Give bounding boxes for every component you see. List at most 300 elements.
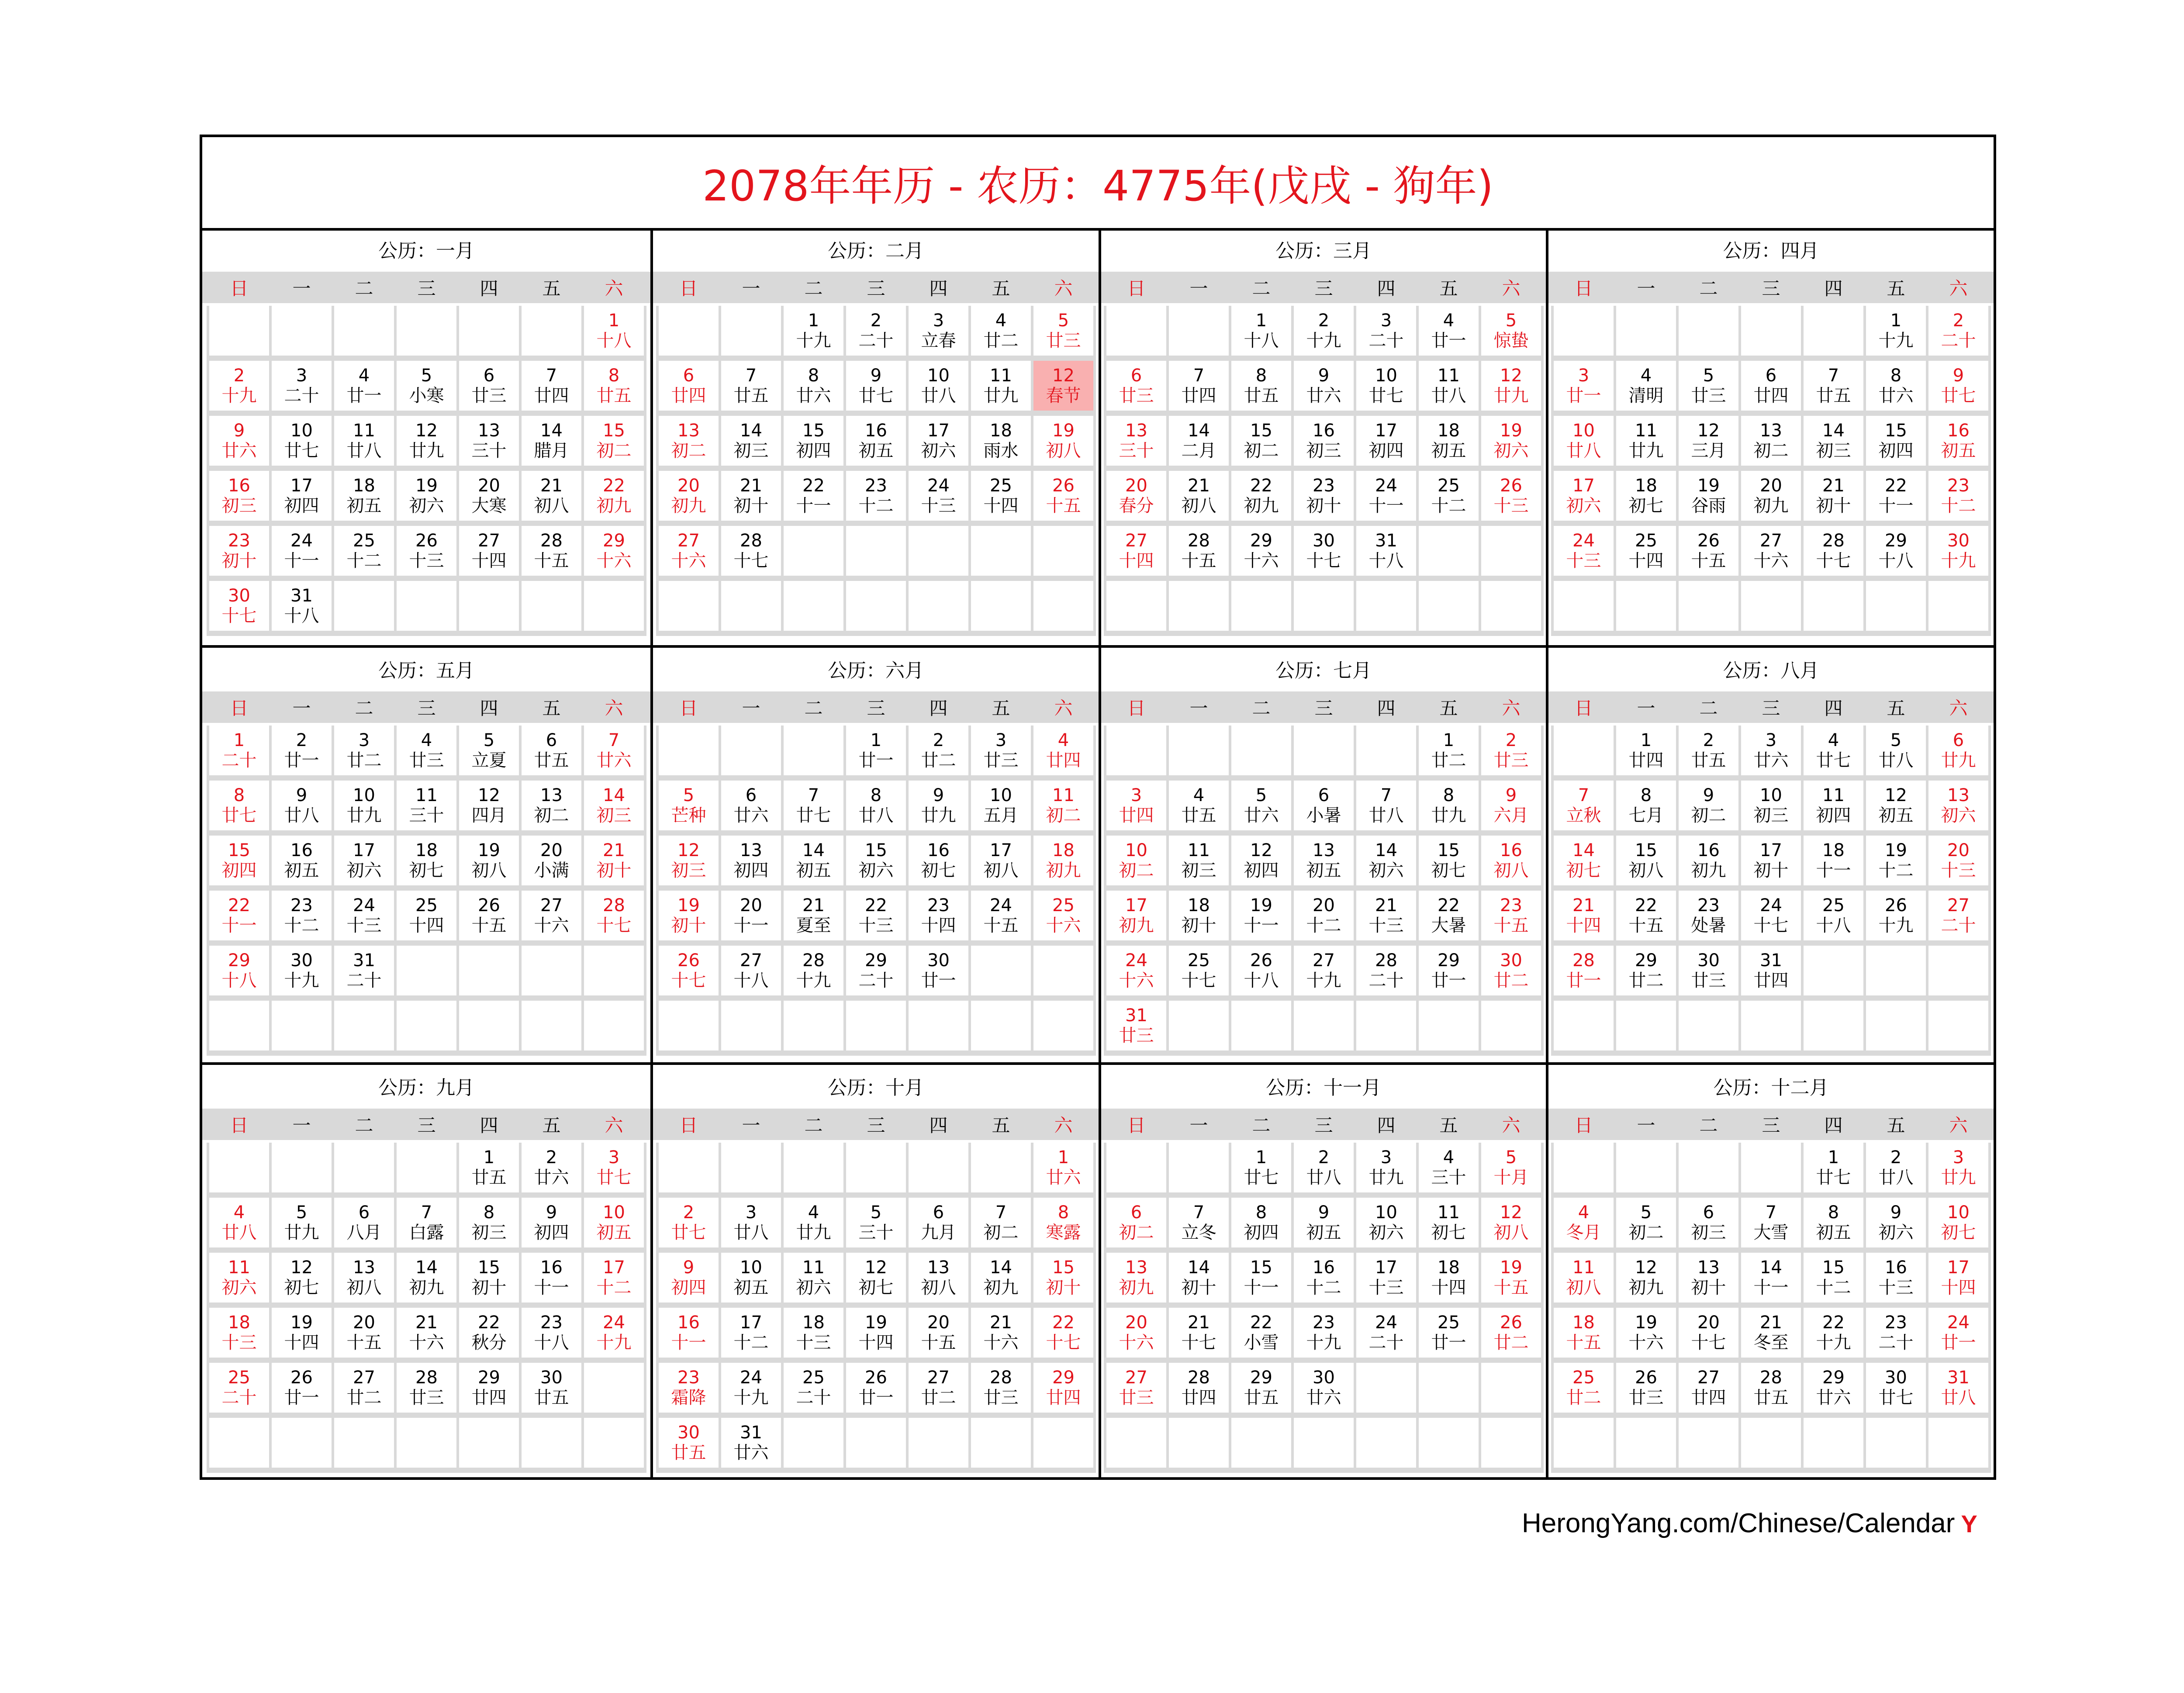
- day-cell: [272, 836, 332, 885]
- day-cell: [1231, 1253, 1291, 1303]
- lunar-day-label: 十二: [284, 916, 319, 936]
- day-cell: [1033, 1143, 1093, 1192]
- lunar-day-label: 十二: [1941, 496, 1976, 516]
- solar-day-number: 31: [1760, 950, 1782, 971]
- day-cell: [909, 361, 968, 411]
- solar-day-number: 6: [1952, 730, 1964, 750]
- lunar-day-label: 初五: [1941, 441, 1976, 461]
- lunar-day-label: 初十: [221, 551, 257, 571]
- lunar-day-label: 初九: [983, 1278, 1019, 1298]
- solar-day-number: 16: [865, 421, 887, 441]
- lunar-day-label: 二十: [858, 331, 894, 351]
- lunar-day-label: 廿二: [983, 331, 1019, 351]
- empty-cell: [1679, 1143, 1738, 1192]
- day-cell: [272, 1308, 332, 1358]
- lunar-day-label: 大雪: [1753, 1223, 1789, 1243]
- lunar-day-label: 初四: [1244, 1223, 1279, 1243]
- empty-cell: [1804, 1418, 1863, 1468]
- solar-day-number: 13: [1125, 1258, 1147, 1278]
- solar-day-number: 11: [1572, 1258, 1595, 1278]
- lunar-day-label: 十六: [1119, 971, 1154, 991]
- solar-day-number: 24: [740, 1368, 762, 1388]
- lunar-day-label: 廿三: [983, 1388, 1019, 1408]
- empty-cell: [1231, 1001, 1291, 1050]
- day-cell: [971, 471, 1031, 521]
- lunar-day-label: 廿三: [1628, 1388, 1664, 1408]
- day-cell: [784, 306, 843, 356]
- weekday-header: [653, 691, 1099, 723]
- lunar-day-label: 十八: [596, 331, 632, 351]
- lunar-day-label: 初十: [1181, 916, 1216, 936]
- day-cell: [1294, 781, 1354, 830]
- solar-day-number: 11: [802, 1258, 825, 1278]
- empty-cell: [1804, 581, 1863, 631]
- day-cell: [1554, 1308, 1614, 1358]
- day-cell: [721, 416, 781, 466]
- day-cell: [1169, 471, 1229, 521]
- day-cell: [1741, 471, 1801, 521]
- day-cell: [1481, 416, 1541, 466]
- lunar-day-label: 初四: [284, 496, 319, 516]
- day-cell: [459, 1143, 519, 1192]
- empty-cell: [721, 306, 781, 356]
- day-cell: [272, 781, 332, 830]
- empty-cell: [909, 581, 968, 631]
- lunar-day-label: 惊蛰: [1493, 331, 1529, 351]
- solar-day-number: 2: [1505, 730, 1517, 750]
- day-cell: [659, 1253, 719, 1303]
- day-cell: [1419, 1143, 1479, 1192]
- day-cell: [1033, 416, 1093, 466]
- lunar-day-label: 廿九: [284, 1223, 319, 1243]
- weekday-label: 三: [867, 1115, 885, 1136]
- lunar-day-label: 十九: [1306, 331, 1341, 351]
- solar-day-number: 3: [608, 1147, 620, 1168]
- lunar-day-label: 初五: [1306, 1223, 1341, 1243]
- day-cell: [272, 946, 332, 995]
- day-cell: [909, 471, 968, 521]
- empty-cell: [397, 1001, 456, 1050]
- weekday-label: 四: [480, 278, 498, 299]
- month-block: [202, 645, 650, 1062]
- day-cell: [1106, 1363, 1166, 1413]
- day-cell: [1741, 781, 1801, 830]
- day-cell: [1554, 471, 1614, 521]
- lunar-day-label: 十五: [346, 1333, 382, 1353]
- empty-cell: [909, 1001, 968, 1050]
- empty-cell: [784, 1001, 843, 1050]
- solar-day-number: 11: [990, 366, 1012, 386]
- lunar-day-label: 初二: [596, 441, 632, 461]
- weekday-label: 四: [1377, 1115, 1396, 1136]
- solar-day-number: 24: [1947, 1313, 1970, 1333]
- lunar-day-label: 初八: [1181, 496, 1216, 516]
- month-block: [1546, 1062, 1994, 1479]
- day-cell: [334, 836, 394, 885]
- solar-day-number: 15: [603, 421, 625, 441]
- solar-day-number: 14: [1375, 840, 1397, 860]
- day-cell: [1356, 1253, 1416, 1303]
- solar-day-number: 4: [1578, 1202, 1590, 1223]
- solar-day-number: 11: [228, 1258, 250, 1278]
- lunar-day-label: 二月: [1181, 441, 1216, 461]
- day-cell: [909, 781, 968, 830]
- lunar-day-label: 十七: [1691, 1333, 1726, 1353]
- solar-day-number: 29: [865, 950, 887, 971]
- day-cell: [1804, 781, 1863, 830]
- solar-day-number: 12: [1500, 366, 1522, 386]
- solar-day-number: 22: [603, 476, 625, 496]
- empty-cell: [1419, 1001, 1479, 1050]
- weekday-label: 二: [1699, 1115, 1718, 1136]
- day-cell: [584, 726, 644, 775]
- day-cell: [1169, 526, 1229, 576]
- empty-cell: [1616, 1418, 1676, 1468]
- solar-day-number: 29: [478, 1368, 500, 1388]
- day-cell: [659, 1308, 719, 1358]
- lunar-day-label: 十五: [1628, 916, 1664, 936]
- weekday-label: 五: [1887, 1115, 1905, 1136]
- lunar-day-label: 初八: [1493, 860, 1529, 881]
- solar-day-number: 12: [1052, 366, 1075, 386]
- day-cell: [846, 946, 906, 995]
- solar-day-number: 21: [1188, 1313, 1210, 1333]
- lunar-day-label: 廿一: [284, 1388, 319, 1408]
- day-cell: [1804, 891, 1863, 940]
- day-cell: [659, 946, 719, 995]
- day-cell: [971, 1308, 1031, 1358]
- empty-cell: [1294, 726, 1354, 775]
- empty-cell: [397, 946, 456, 995]
- empty-cell: [1419, 1363, 1479, 1413]
- lunar-day-label: 初五: [346, 496, 382, 516]
- lunar-day-label: 十七: [596, 916, 632, 936]
- day-cell: [334, 416, 394, 466]
- lunar-day-label: 初九: [1046, 860, 1081, 881]
- solar-day-number: 6: [683, 366, 695, 386]
- day-cell: [272, 891, 332, 940]
- solar-day-number: 5: [483, 730, 495, 750]
- day-cell: [1679, 1253, 1738, 1303]
- empty-cell: [1554, 726, 1614, 775]
- lunar-day-label: 十一: [1816, 860, 1851, 881]
- day-cell: [459, 526, 519, 576]
- month-block: [1099, 228, 1546, 645]
- lunar-day-label: 初六: [1368, 1223, 1404, 1243]
- solar-day-number: 17: [927, 421, 950, 441]
- weekday-label: 一: [1637, 698, 1655, 719]
- solar-day-number: 20: [1697, 1313, 1720, 1333]
- lunar-day-label: 十一: [1244, 1278, 1279, 1298]
- solar-day-number: 13: [1313, 840, 1335, 860]
- day-cell: [1419, 416, 1479, 466]
- solar-day-number: 4: [1640, 366, 1652, 386]
- solar-day-number: 25: [1635, 531, 1657, 551]
- empty-cell: [971, 1143, 1031, 1192]
- day-cell: [522, 416, 581, 466]
- solar-day-number: 6: [745, 785, 757, 805]
- weekday-label: 四: [1824, 278, 1843, 299]
- solar-day-number: 17: [1760, 840, 1782, 860]
- day-cell: [909, 891, 968, 940]
- day-cell: [1804, 1198, 1863, 1247]
- lunar-day-label: 廿三: [1119, 1026, 1154, 1046]
- lunar-day-label: 廿八: [921, 386, 956, 406]
- weekday-label: 一: [292, 278, 311, 299]
- empty-cell: [584, 946, 644, 995]
- weekday-label: 三: [1762, 278, 1780, 299]
- solar-day-number: 7: [1380, 785, 1392, 805]
- day-cell: [334, 361, 394, 411]
- day-cell: [522, 726, 581, 775]
- day-cell: [1554, 836, 1614, 885]
- footer-credit: [1522, 1508, 1977, 1539]
- solar-day-number: 16: [290, 840, 313, 860]
- day-cell: [1106, 416, 1166, 466]
- day-cell: [1804, 836, 1863, 885]
- solar-day-number: 26: [415, 531, 438, 551]
- empty-cell: [334, 581, 394, 631]
- lunar-day-label: 初九: [1119, 1278, 1154, 1298]
- lunar-day-label: 立夏: [471, 750, 507, 770]
- day-cell: [1481, 1308, 1541, 1358]
- day-cell: [1231, 306, 1291, 356]
- empty-cell: [1106, 1143, 1166, 1192]
- empty-cell: [1481, 1363, 1541, 1413]
- solar-day-number: 22: [1250, 476, 1272, 496]
- day-cell: [659, 526, 719, 576]
- lunar-day-label: 廿八: [858, 805, 894, 826]
- solar-day-number: 11: [1052, 785, 1075, 805]
- solar-day-number: 19: [1052, 421, 1075, 441]
- lunar-day-label: 三十: [858, 1223, 894, 1243]
- empty-cell: [1356, 726, 1416, 775]
- lunar-day-label: 五月: [983, 805, 1019, 826]
- lunar-day-label: 初三: [1691, 1223, 1726, 1243]
- solar-day-number: 3: [745, 1202, 757, 1223]
- empty-cell: [397, 1143, 456, 1192]
- lunar-day-label: 廿一: [1566, 386, 1601, 406]
- solar-day-number: 6: [1703, 1202, 1714, 1223]
- day-cell: [1741, 361, 1801, 411]
- solar-day-number: 11: [1188, 840, 1210, 860]
- day-cell: [1928, 306, 1988, 356]
- empty-cell: [1804, 306, 1863, 356]
- solar-day-number: 4: [233, 1202, 245, 1223]
- solar-day-number: 9: [1318, 1202, 1330, 1223]
- day-cell: [1616, 891, 1676, 940]
- lunar-day-label: 初十: [1816, 496, 1851, 516]
- day-cell: [1554, 1198, 1614, 1247]
- day-cell: [1033, 836, 1093, 885]
- solar-day-number: 11: [1635, 421, 1657, 441]
- weekday-label: 二: [1252, 278, 1271, 299]
- empty-cell: [846, 1001, 906, 1050]
- solar-day-number: 6: [1130, 366, 1142, 386]
- solar-day-number: 20: [927, 1313, 950, 1333]
- lunar-day-label: 廿七: [1816, 1168, 1851, 1188]
- empty-cell: [1356, 581, 1416, 631]
- weekday-header: [202, 1109, 650, 1140]
- solar-day-number: 12: [1500, 1202, 1522, 1223]
- lunar-day-label: 初七: [409, 860, 444, 881]
- solar-day-number: 10: [927, 366, 950, 386]
- lunar-day-label: 二十: [221, 1388, 257, 1408]
- lunar-day-label: 廿一: [921, 971, 956, 991]
- day-cell: [1866, 361, 1926, 411]
- lunar-day-label: 初二: [1244, 441, 1279, 461]
- empty-cell: [1106, 726, 1166, 775]
- lunar-day-label: 八月: [346, 1223, 382, 1243]
- solar-day-number: 8: [870, 785, 882, 805]
- lunar-day-label: 初二: [1119, 1223, 1154, 1243]
- lunar-day-label: 十一: [1244, 916, 1279, 936]
- solar-day-number: 12: [677, 840, 700, 860]
- solar-day-number: 9: [1505, 785, 1517, 805]
- solar-day-number: 16: [1885, 1258, 1907, 1278]
- lunar-day-label: 小寒: [409, 386, 444, 406]
- day-cell: [1616, 781, 1676, 830]
- day-cell: [209, 781, 269, 830]
- solar-day-number: 9: [933, 785, 944, 805]
- day-cell: [659, 891, 719, 940]
- lunar-day-label: 廿七: [284, 441, 319, 461]
- solar-day-number: 24: [290, 531, 313, 551]
- day-cell: [1481, 306, 1541, 356]
- weekday-header: [1101, 272, 1546, 303]
- lunar-day-label: 十三: [921, 496, 956, 516]
- lunar-day-label: 十九: [284, 971, 319, 991]
- day-cell: [721, 526, 781, 576]
- solar-day-number: 10: [1572, 421, 1595, 441]
- lunar-day-label: 二十: [1878, 1333, 1914, 1353]
- solar-day-number: 30: [1313, 1368, 1335, 1388]
- day-cell: [584, 471, 644, 521]
- solar-day-number: 23: [290, 895, 313, 916]
- solar-day-number: 3: [1952, 1147, 1964, 1168]
- solar-day-number: 10: [353, 785, 375, 805]
- day-cell: [1554, 416, 1614, 466]
- day-cell: [1294, 361, 1354, 411]
- lunar-day-label: 初四: [1878, 441, 1914, 461]
- solar-day-number: 18: [353, 476, 375, 496]
- empty-cell: [209, 1418, 269, 1468]
- day-cell: [1106, 836, 1166, 885]
- empty-cell: [1481, 526, 1541, 576]
- lunar-day-label: 廿八: [733, 1223, 769, 1243]
- lunar-day-label: 十七: [1046, 1333, 1081, 1353]
- lunar-day-label: 廿七: [671, 1223, 706, 1243]
- lunar-day-label: 初十: [1306, 496, 1341, 516]
- lunar-day-label: 廿三: [1046, 331, 1081, 351]
- lunar-day-label: 廿八: [1941, 1388, 1976, 1408]
- day-cell: [1169, 416, 1229, 466]
- empty-cell: [846, 1143, 906, 1192]
- lunar-day-label: 二十: [1368, 971, 1404, 991]
- solar-day-number: 17: [353, 840, 375, 860]
- day-cell: [1294, 1363, 1354, 1413]
- solar-day-number: 13: [927, 1258, 950, 1278]
- lunar-day-label: 十九: [796, 331, 831, 351]
- day-cell: [784, 1363, 843, 1413]
- lunar-day-label: 廿三: [1691, 971, 1726, 991]
- day-cell: [334, 526, 394, 576]
- solar-day-number: 3: [1765, 730, 1777, 750]
- lunar-day-label: 二十: [221, 750, 257, 770]
- solar-day-number: 4: [421, 730, 432, 750]
- month-block: [650, 228, 1099, 645]
- solar-day-number: 12: [1250, 840, 1272, 860]
- solar-day-number: 14: [603, 785, 625, 805]
- day-cell: [846, 891, 906, 940]
- empty-cell: [1866, 581, 1926, 631]
- lunar-day-label: 十五: [1691, 551, 1726, 571]
- day-cell: [1804, 526, 1863, 576]
- lunar-day-label: 廿四: [671, 386, 706, 406]
- lunar-day-label: 十四: [1431, 1278, 1466, 1298]
- day-cell: [784, 416, 843, 466]
- month-title: 公历：四月: [1723, 240, 1819, 262]
- lunar-day-label: 廿三: [409, 750, 444, 770]
- solar-day-number: 10: [1375, 366, 1397, 386]
- solar-day-number: 16: [1697, 840, 1720, 860]
- day-cell: [209, 581, 269, 631]
- lunar-day-label: 三十: [409, 805, 444, 826]
- day-cell: [721, 361, 781, 411]
- lunar-day-label: 十三: [1368, 1278, 1404, 1298]
- solar-day-number: 17: [290, 476, 313, 496]
- lunar-day-label: 十九: [1816, 1333, 1851, 1353]
- weekday-label: 四: [480, 698, 498, 719]
- day-cell: [522, 1253, 581, 1303]
- day-cell: [846, 1198, 906, 1247]
- lunar-day-label: 初七: [921, 860, 956, 881]
- month-title: 公历：八月: [1723, 660, 1819, 682]
- weekday-label: 二: [804, 1115, 823, 1136]
- day-cell: [272, 581, 332, 631]
- solar-day-number: 21: [1760, 1313, 1782, 1333]
- footer-link[interactable]: HerongYang.com/Chinese/Calendar: [1522, 1508, 1955, 1538]
- solar-day-number: 5: [683, 785, 695, 805]
- solar-day-number: 10: [603, 1202, 625, 1223]
- lunar-day-label: 大寒: [471, 496, 507, 516]
- lunar-day-label: 廿五: [1691, 750, 1726, 770]
- day-cell: [397, 1363, 456, 1413]
- calendar-frame: [200, 135, 1996, 1480]
- day-cell: [971, 416, 1031, 466]
- day-cell: [459, 1363, 519, 1413]
- day-cell: [1481, 726, 1541, 775]
- day-cell: [721, 1198, 781, 1247]
- day-cell: [1231, 1308, 1291, 1358]
- lunar-day-label: 初五: [284, 860, 319, 881]
- day-cell: [1928, 361, 1988, 411]
- day-cell: [397, 1198, 456, 1247]
- solar-day-number: 2: [1890, 1147, 1902, 1168]
- day-cell: [1356, 416, 1416, 466]
- lunar-day-label: 廿二: [1628, 971, 1664, 991]
- lunar-day-label: 廿六: [1306, 386, 1341, 406]
- lunar-day-label: 初十: [1046, 1278, 1081, 1298]
- lunar-day-label: 冬至: [1753, 1333, 1789, 1353]
- day-cell: [1231, 1143, 1291, 1192]
- day-cell: [784, 891, 843, 940]
- weekday-label: 四: [1377, 698, 1396, 719]
- empty-cell: [659, 1001, 719, 1050]
- lunar-day-label: 十六: [596, 551, 632, 571]
- lunar-day-label: 春节: [1046, 386, 1081, 406]
- lunar-day-label: 廿一: [858, 1388, 894, 1408]
